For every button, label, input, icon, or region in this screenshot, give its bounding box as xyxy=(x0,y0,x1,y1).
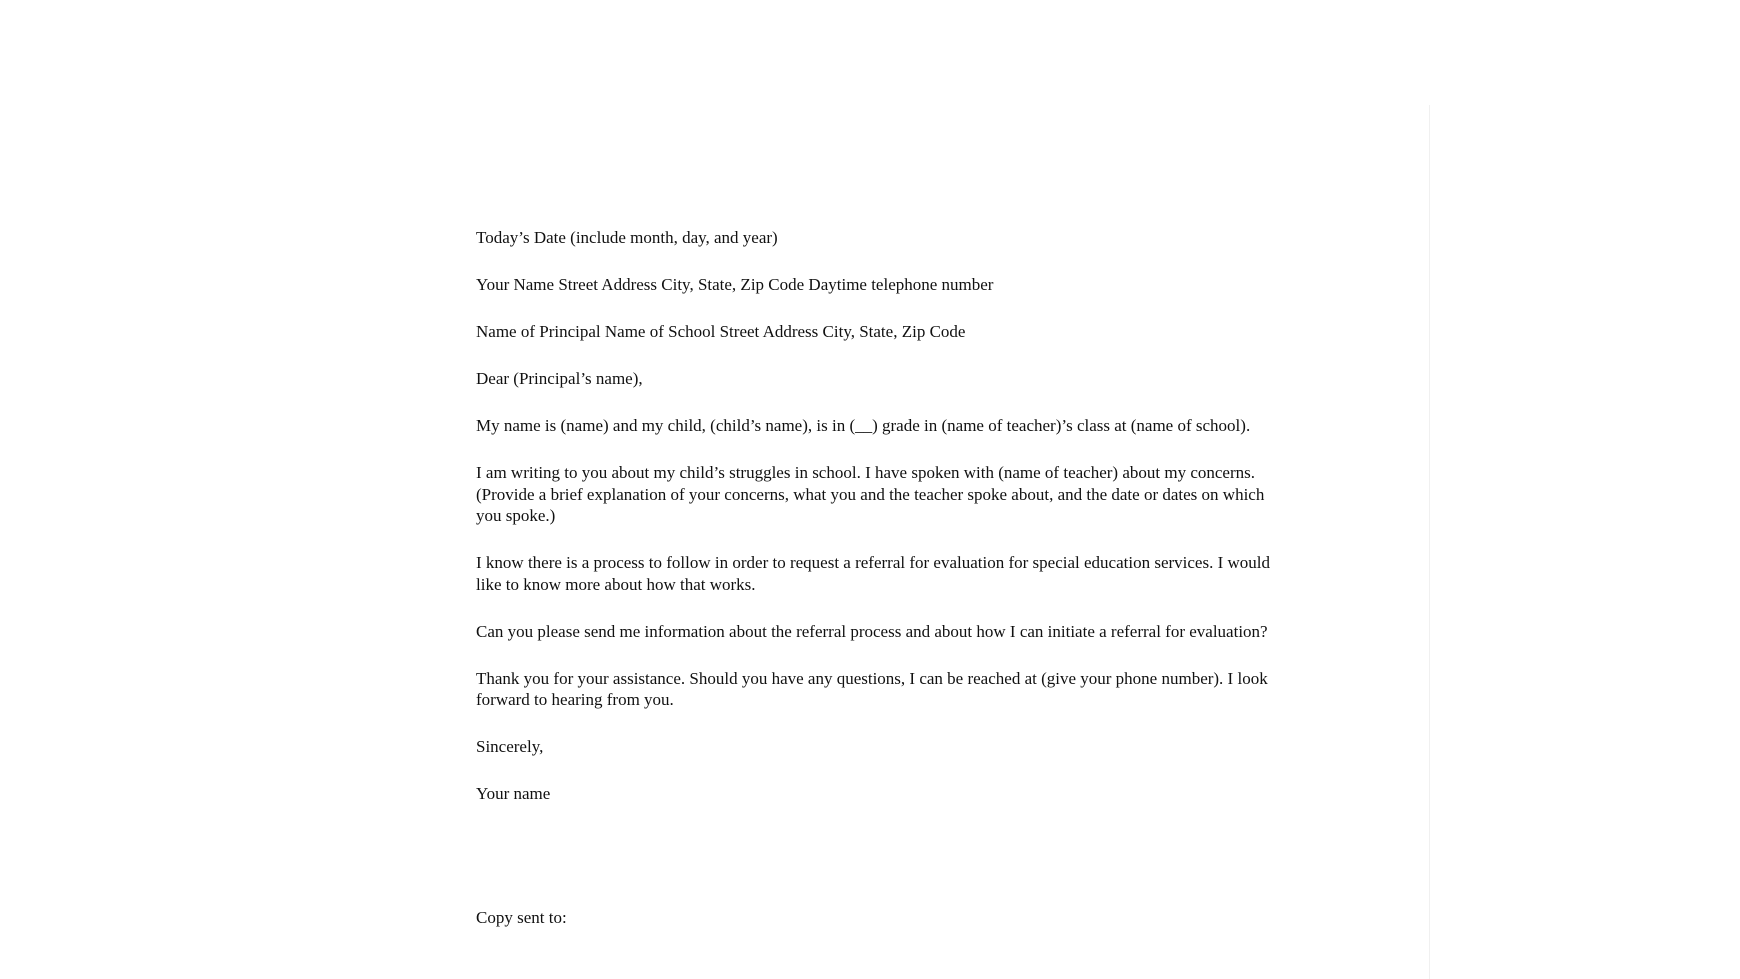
page-edge-divider xyxy=(1429,105,1430,979)
salutation: Dear (Principal’s name), xyxy=(476,369,643,388)
paragraph-request: Can you please send me information about the referral process and about how I can initiate a referral for evaluation? xyxy=(476,621,1268,641)
signature-name: Your name xyxy=(476,784,551,803)
date-line: Today’s Date (include month, day, and year) xyxy=(476,228,778,247)
paragraph-concerns: I am writing to you about my child’s struggles in school. I have spoken with (name of teacher) about my concerns. (Provide a brief explanation of your concerns, what you and the teacher spoke about, and the date or dates on which you spoke.) xyxy=(476,463,1265,525)
paragraph-introduction: My name is (name) and my child, (child’s name), is in (__) grade in (name of teacher)’s class at (name of school). xyxy=(476,416,1251,435)
copy-sent-to: Copy sent to: xyxy=(476,907,567,927)
sender-address: Your Name Street Address City, State, Zip Code Daytime telephone number xyxy=(476,275,994,294)
closing: Sincerely, xyxy=(476,737,544,756)
paragraph-process: I know there is a process to follow in order to request a referral for evaluation for special education services. I would like to know more about how that works. xyxy=(476,553,1270,594)
letter-body xyxy=(476,227,1276,954)
paragraph-thanks: Thank you for your assistance. Should you have any questions, I can be reached at (give your phone number). I look forward to hearing from you. xyxy=(476,668,1268,709)
recipient-address: Name of Principal Name of School Street Address City, State, Zip Code xyxy=(476,322,966,341)
